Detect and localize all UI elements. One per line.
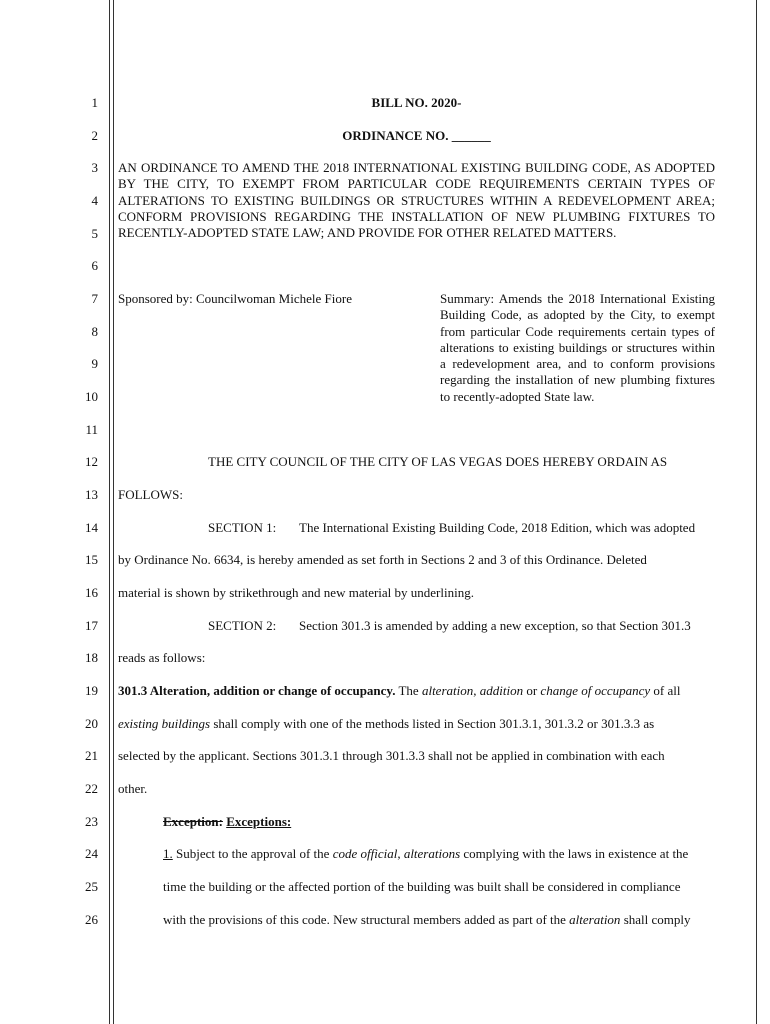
line-number: 1 [91,95,98,110]
line-number: 4 [91,193,98,208]
code-text: , [473,683,480,698]
line-number: 10 [85,389,98,404]
defined-term: addition [479,683,524,698]
code-text: , [397,846,404,861]
line-number: 22 [85,781,98,796]
line-number: 16 [85,585,98,600]
code-text: with the provisions of this code. New structural members added as part of the [163,912,570,927]
section-2-text: Section 301.3 is amended by adding a new exception, so that Section 301.3 [299,618,691,633]
code-text: complying with the laws in existence at the [460,846,689,861]
defined-term: existing buildings [118,716,211,731]
code-text: shall comply [620,912,691,927]
exception-item-line [163,912,690,929]
code-301-3-line: other. [118,781,148,796]
line-number: 7 [91,291,98,306]
line-number: 2 [91,128,98,143]
line-number: 20 [85,716,98,731]
defined-term: alterations [403,846,461,861]
left-margin-rule-outer [109,0,110,1024]
code-text: or [523,683,541,698]
defined-term: code official [332,846,398,861]
added-text: 1. [163,846,173,861]
line-number: 14 [85,520,98,535]
section-1-text: by Ordinance No. 6634, is hereby amended as set forth in Sections 2 and 3 of this Ordinance. Deleted [118,552,647,567]
code-text: shall comply with one of the methods listed in Section 301.3.1, 301.3.2 or 301.3.3 as [210,716,655,731]
ordinance-number: ORDINANCE NO. ______ [342,128,491,143]
line-number: 11 [85,422,98,437]
line-number: 19 [85,683,98,698]
ordain-line: THE CITY COUNCIL OF THE CITY OF LAS VEGAS DOES HEREBY ORDAIN AS [208,454,668,469]
defined-term: alteration [421,683,474,698]
line-number: 15 [85,552,98,567]
line-number: 3 [91,160,98,175]
ordain-line: FOLLOWS: [118,487,183,502]
section-1-text: material is shown by strikethrough and new material by underlining. [118,585,474,600]
line-number: 23 [85,814,98,829]
code-text: Subject to the approval of the [172,846,333,861]
left-margin-rule-inner [113,0,114,1024]
deleted-text: Exception: [163,814,223,829]
exceptions-heading [163,814,291,831]
section-2-label: SECTION 2: [208,618,277,633]
code-301-3-heading: 301.3 Alteration, addition or change of occupancy. [118,683,396,698]
ordinance-title: AN ORDINANCE TO AMEND THE 2018 INTERNATIONAL EXISTING BUILDING CODE, AS ADOPTED BY THE CITY, TO EXEMPT FROM PARTICULAR CODE REQUIREMENTS CERTAIN TYPES OF ALTERATIONS TO EXISTING BUILDINGS OR STRUCTURES WITHIN A REDEVELOPMENT AREA; CONFORM PROVISIONS REGARDING THE INSTALLATION OF NEW PLUMBING FIXTURES TO RECENTLY-ADOPTED STATE LAW; AND PROVIDE FOR OTHER RELATED MATTERS. [118,160,715,241]
line-number: 25 [85,879,98,894]
section-1-text: The International Existing Building Code, 2018 Edition, which was adopted [299,520,696,535]
code-301-3-line [118,716,654,733]
code-301-3-line [118,683,680,700]
line-number: 12 [85,454,98,469]
line-number: 24 [85,846,98,861]
line-number: 17 [85,618,98,633]
summary-block: Summary: Amends the 2018 International Existing Building Code, as adopted by the City, to exempt from particular Code requirements certain types of alterations to existing buildings or structures within a redevelopment area, and to conform provisions regarding the installation of new plumbing fixtures to recently-adopted State law. [440,291,715,404]
line-number: 5 [91,226,98,241]
code-text: of all [650,683,681,698]
code-301-3-line: selected by the applicant. Sections 301.3.1 through 301.3.3 shall not be applied in combination with each [118,748,665,763]
section-1-label: SECTION 1: [208,520,277,535]
added-text: Exceptions: [226,814,292,829]
line-number: 9 [91,356,98,371]
right-margin-rule [756,0,757,1024]
exception-item-line [163,846,688,863]
defined-term: change of occupancy [540,683,651,698]
line-number: 26 [85,912,98,927]
exception-item-line: time the building or the affected portion of the building was built shall be considered in compliance [163,879,681,894]
line-number: 21 [85,748,98,763]
code-text: The [395,683,422,698]
line-number: 8 [91,324,98,339]
defined-term: alteration [569,912,621,927]
line-number: 18 [85,650,98,665]
section-2-text: reads as follows: [118,650,206,665]
line-number: 6 [91,258,98,273]
line-number: 13 [85,487,98,502]
bill-number: BILL NO. 2020- [371,95,462,110]
sponsor-line: Sponsored by: Councilwoman Michele Fiore [118,291,352,306]
